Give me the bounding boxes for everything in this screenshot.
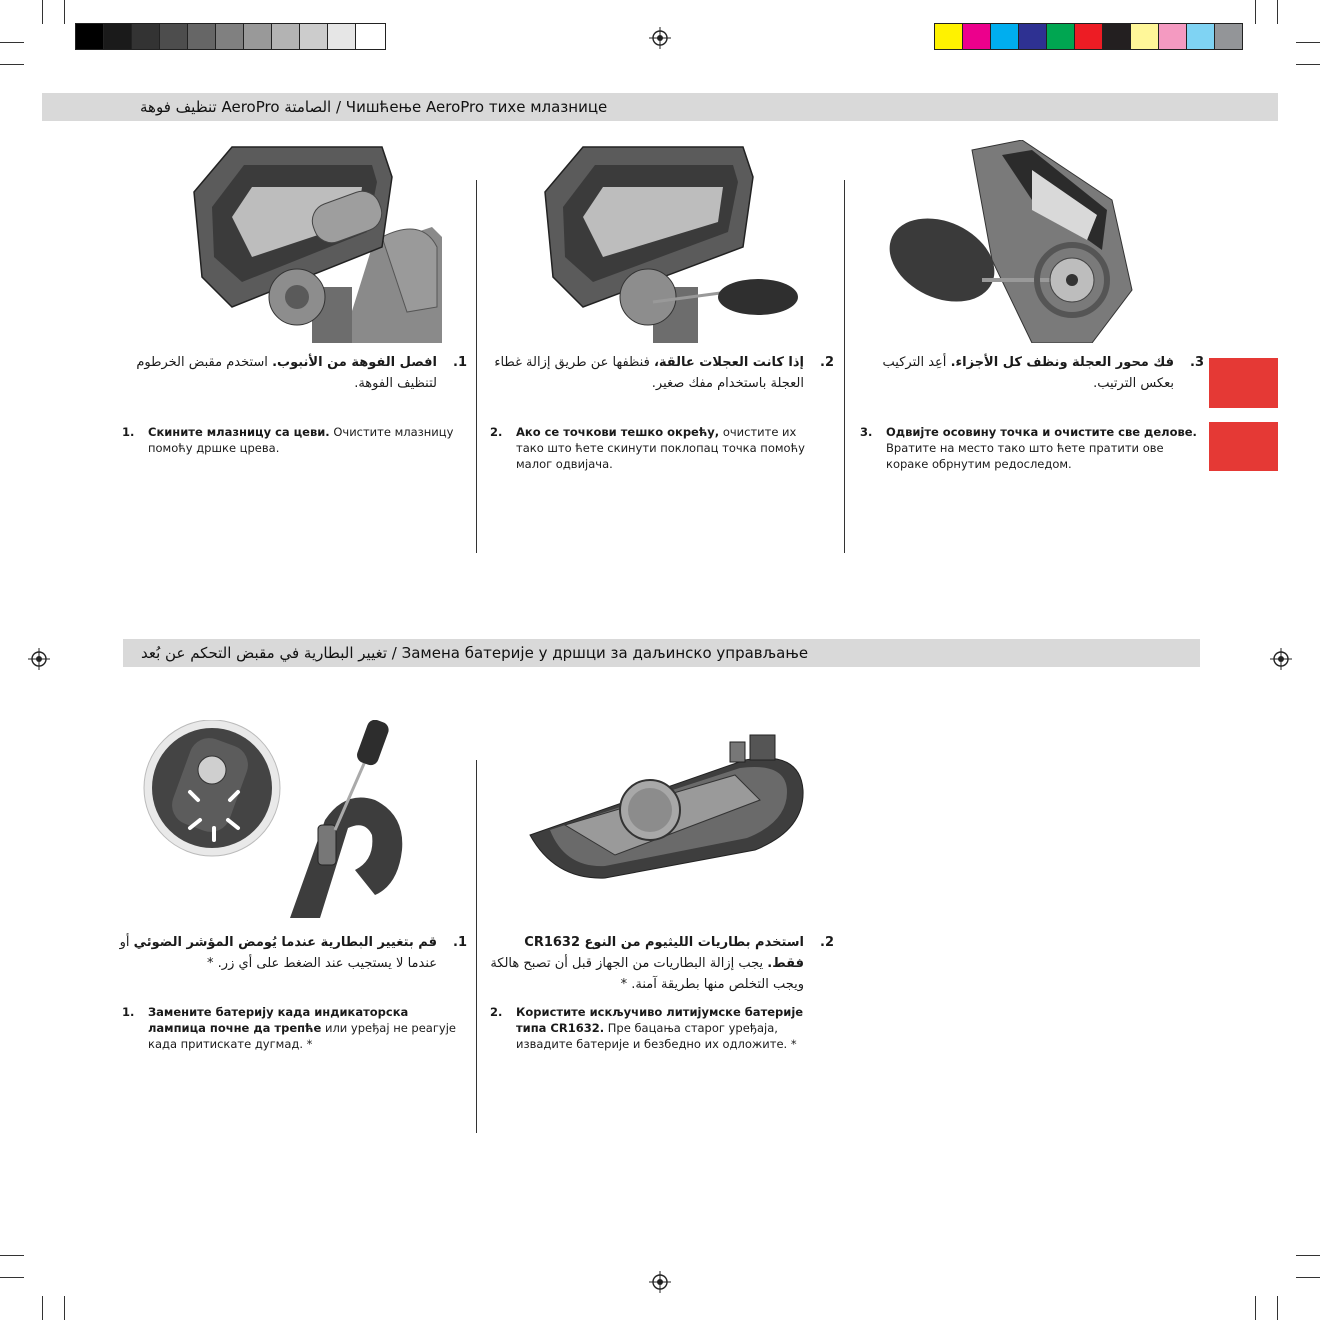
step-ar-body: يجب إزالة البطاريات من الجهاز قبل أن تصبح هالكة ويجب التخلص منها بطريقة آمنة. * bbox=[490, 956, 804, 992]
step-ar-body: أو عندما لا يستجيب عند الضغط على أي زر. * bbox=[119, 935, 437, 971]
column-divider bbox=[476, 180, 477, 553]
step-sr-text bbox=[122, 1004, 463, 1052]
swatch bbox=[1074, 23, 1103, 50]
swatch bbox=[1046, 23, 1075, 50]
section-title-bar bbox=[123, 639, 1200, 667]
swatch bbox=[299, 23, 328, 50]
step-number: 3. bbox=[860, 425, 873, 439]
swatch bbox=[934, 23, 963, 50]
swatch bbox=[159, 23, 188, 50]
swatch bbox=[243, 23, 272, 50]
swatch bbox=[187, 23, 216, 50]
swatch bbox=[1214, 23, 1243, 50]
step-sr-bold: Ако се точкови тешко окрећу, bbox=[516, 425, 720, 439]
step-number: .1 bbox=[453, 935, 467, 950]
step-ar-text bbox=[486, 932, 834, 995]
step-number: .3 bbox=[1190, 355, 1204, 370]
registration-mark-icon bbox=[28, 648, 50, 670]
step-sr-text bbox=[122, 424, 463, 456]
swatch bbox=[990, 23, 1019, 50]
step-ar-bold: افصل الفوهة من الأنبوب. bbox=[272, 355, 437, 370]
step-sr-bold: Скините млазницу са цеви. bbox=[148, 425, 330, 439]
step-ar-bold: إذا كانت العجلات عالقة، bbox=[653, 355, 804, 370]
step-ar-text bbox=[486, 352, 834, 394]
step-number: 2. bbox=[490, 425, 503, 439]
swatch bbox=[327, 23, 356, 50]
remote-handle-illustration bbox=[140, 720, 420, 918]
column-divider bbox=[844, 180, 845, 553]
swatch bbox=[1018, 23, 1047, 50]
nozzle-screwdriver-illustration bbox=[543, 137, 798, 343]
swatch bbox=[1158, 23, 1187, 50]
side-tab bbox=[1209, 422, 1278, 471]
step-number: 1. bbox=[122, 1005, 135, 1019]
step-ar-bold: استخدم بطاريات الليثيوم من النوع CR1632 فقط. bbox=[524, 935, 804, 971]
registration-mark-icon bbox=[649, 1271, 671, 1293]
step-sr-body: Вратите на место тако што ћете пратити ове кораке обрнутим редоследом. bbox=[886, 441, 1164, 471]
step-sr-body: или уређај не реагује када притискате дугмад. * bbox=[148, 1021, 456, 1051]
registration-mark-icon bbox=[1270, 648, 1292, 670]
step-sr-body: Очистите млазницу помоћу дршке црева. bbox=[148, 425, 454, 455]
swatch bbox=[271, 23, 300, 50]
step-number: .1 bbox=[453, 355, 467, 370]
swatch bbox=[215, 23, 244, 50]
step-ar-text bbox=[112, 352, 467, 394]
step-sr-body: Пре бацања старог уређаја, извадите батерије и безбедно их одложите. * bbox=[516, 1021, 797, 1051]
step-sr-bold: Одвијте осовину точка и очистите све делове. bbox=[886, 425, 1197, 439]
step-ar-text bbox=[112, 932, 467, 974]
step-number: .2 bbox=[820, 935, 834, 950]
step-ar-body: فنظفها عن طريق إزالة غطاء العجلة باستخدام مفك صغير. bbox=[494, 355, 804, 391]
section-title: تنظيف فوهة AeroPro الصامتة / Чишћење AeroPro тихе млазнице bbox=[140, 98, 608, 116]
swatch bbox=[1102, 23, 1131, 50]
step-sr-bold: Користите искључиво литијумске батерије типа CR1632. bbox=[516, 1005, 804, 1035]
swatch bbox=[103, 23, 132, 50]
swatch bbox=[962, 23, 991, 50]
column-divider bbox=[476, 760, 477, 1133]
step-number: .2 bbox=[820, 355, 834, 370]
swatch bbox=[1186, 23, 1215, 50]
side-tab bbox=[1209, 358, 1278, 408]
step-number: 2. bbox=[490, 1005, 503, 1019]
step-sr-text bbox=[490, 424, 826, 472]
step-number: 1. bbox=[122, 425, 135, 439]
swatch bbox=[75, 23, 104, 50]
step-sr-text bbox=[860, 424, 1201, 472]
section-title: تغيير البطارية في مقبض التحكم عن بُعد / Замена батерије у дршци за даљинско управљање bbox=[141, 644, 809, 662]
step-ar-bold: قم بتغيير البطارية عندما يُومض المؤشر الضوئي bbox=[133, 935, 437, 950]
swatch bbox=[355, 23, 386, 50]
wheel-axle-illustration bbox=[882, 140, 1142, 343]
step-sr-body: очистите их тако што ћете скинути поклопац точка помоћу малог одвијача. bbox=[516, 425, 805, 471]
step-sr-bold: Замените батерију када индикаторска лампица почне да трепће bbox=[148, 1005, 409, 1035]
swatch bbox=[1130, 23, 1159, 50]
battery-cover-illustration bbox=[525, 730, 810, 880]
step-ar-text bbox=[856, 352, 1204, 394]
step-ar-body: استخدم مقبض الخرطوم لتنظيف الفوهة. bbox=[136, 355, 437, 391]
step-ar-body: أعِد التركيب بعكس الترتيب. bbox=[882, 355, 1174, 391]
step-ar-bold: فك محور العجلة ونظف كل الأجزاء. bbox=[950, 355, 1174, 370]
section-title-bar bbox=[42, 93, 1278, 121]
swatch bbox=[131, 23, 160, 50]
registration-mark-icon bbox=[649, 27, 671, 49]
step-sr-text bbox=[490, 1004, 831, 1052]
nozzle-on-tube-illustration bbox=[192, 137, 442, 343]
